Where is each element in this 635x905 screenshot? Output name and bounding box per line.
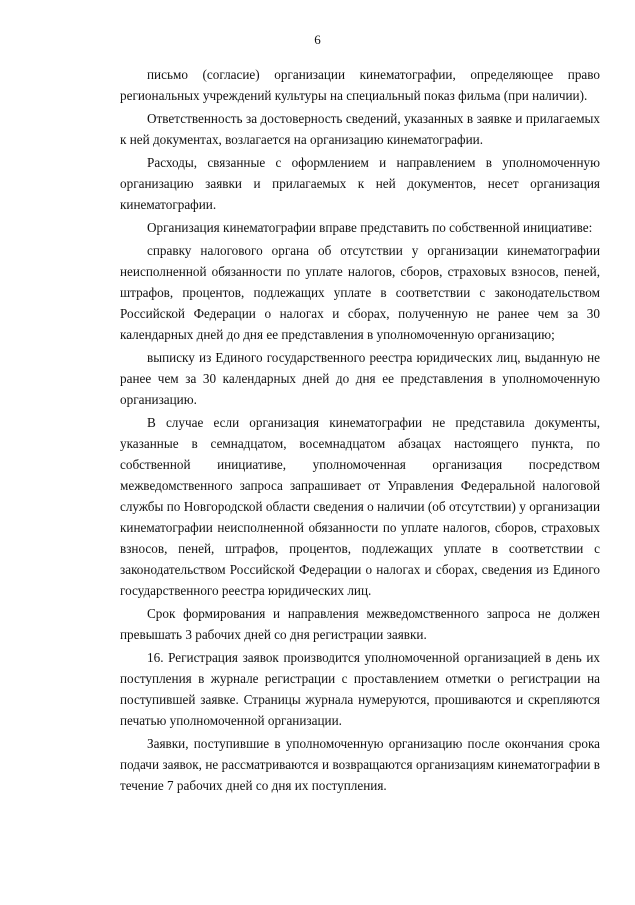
paragraph-responsibility: Ответственность за достоверность сведений, указанных в заявке и прилагаемых к ней документах, возлагается на организацию кинематографии. <box>120 111 600 147</box>
paragraph-tax-certificate: справку налогового органа об отсутствии у организации кинематографии неисполненной обязанности по уплате налогов, сборов, страховых взносов, пеней, штрафов, процентов, подлежащих уплате в соответствии с законодательством Российской Федерации о налогах и сборах, полученную не ранее чем за 30 календарных дней до дня ее представления в уполномоченную организацию; <box>120 243 600 342</box>
paragraph-consent-letter: письмо (согласие) организации кинематографии, определяющее право региональных учреждений культуры на специальный показ фильма (при наличии). <box>120 67 600 103</box>
paragraph-own-initiative: Организация кинематографии вправе представить по собственной инициативе: <box>147 220 593 235</box>
paragraph-request-deadline: Срок формирования и направления межведомственного запроса не должен превышать 3 рабочих дней со дня регистрации заявки. <box>120 606 600 642</box>
paragraph-expenses: Расходы, связанные с оформлением и направлением в уполномоченную организацию заявки и прилагаемых к ней документов, несет организация кинематографии. <box>120 155 600 212</box>
paragraph-late-applications: Заявки, поступившие в уполномоченную организацию после окончания срока подачи заявок, не рассматриваются и возвращаются организациям кинематографии в течение 7 рабочих дней со дня их поступления. <box>120 736 600 793</box>
document-body <box>120 64 600 798</box>
paragraph-registry-extract: выписку из Единого государственного реестра юридических лиц, выданную не ранее чем за 30 календарных дней до дня ее представления в уполномоченную организацию. <box>120 350 600 407</box>
paragraph-registration: 16. Регистрация заявок производится уполномоченной организацией в день их поступления в журнале регистрации с проставлением отметки о регистрации на поступившей заявке. Страницы журнала нумеруются, прошиваются и скрепляются печатью уполномоченной организации. <box>120 650 600 728</box>
page-number: 6 <box>314 32 321 47</box>
paragraph-interagency-request: В случае если организация кинематографии не представила документы, указанные в семнадцатом, восемнадцатом абзацах настоящего пункта, по собственной инициативе, уполномоченная организация посредством межведомственного запроса запрашивает от Управления Федеральной налоговой службы по Новгородской области сведения о наличии (об отсутствии) у организации кинематографии неисполненной обязанности по уплате налогов, сборов, страховых взносов, пеней, штрафов, процентов, подлежащих уплате в соответствии с законодательством Российской Федерации о налогах и сборах, сведения из Единого государственного реестра юридических лиц. <box>120 415 600 598</box>
